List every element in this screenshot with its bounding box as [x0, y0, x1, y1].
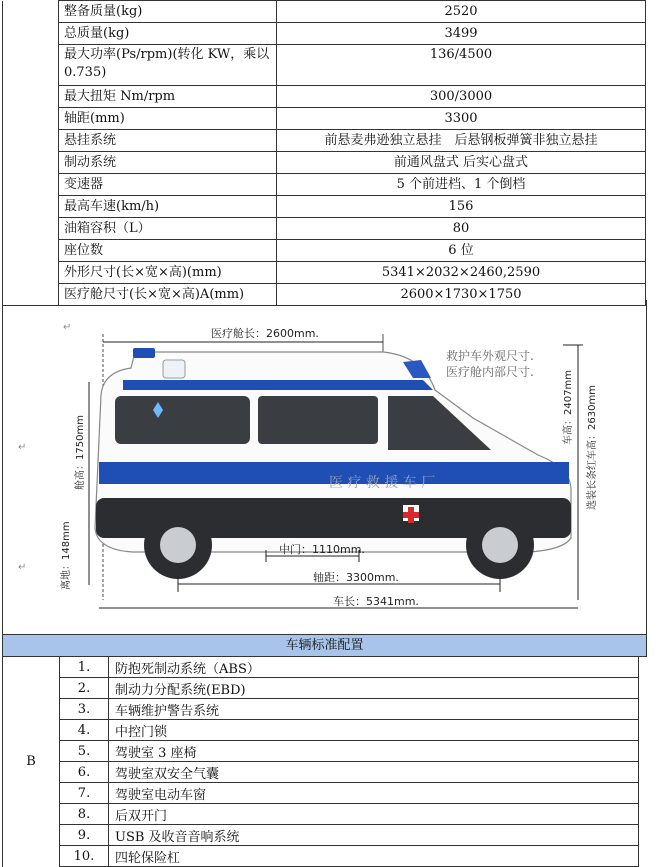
- side-door-label: 中门：1110mm.: [279, 543, 365, 556]
- option-number: 6.: [60, 762, 109, 783]
- table-row: [3, 1, 646, 23]
- spec-value: 5341×2032×2460,2590: [277, 262, 646, 284]
- table-row: [3, 130, 646, 152]
- option-text: 四轮保险杠: [109, 846, 639, 867]
- vehicle-side-text: 医 疗 救 援 车 厂: [329, 475, 436, 491]
- option-text: 驾驶室 3 座椅: [109, 741, 639, 762]
- option-number: 1.: [60, 657, 109, 678]
- spec-value: 3499: [277, 23, 646, 45]
- option-number: 8.: [60, 804, 109, 825]
- table-row: [3, 196, 646, 218]
- spec-value: 前悬麦弗逊独立悬挂 后悬钢板弹簧非独立悬挂: [277, 130, 646, 152]
- spec-label: 最大功率(Ps/rpm)(转化 KW，乘以 0.735): [59, 45, 277, 86]
- table-row: [3, 825, 639, 846]
- table-row: [3, 240, 646, 262]
- table-row: [3, 657, 639, 678]
- option-number: 3.: [60, 699, 109, 720]
- spec-label: 总质量(kg): [59, 23, 277, 45]
- option-number: 9.: [60, 825, 109, 846]
- table-row: [3, 262, 646, 284]
- ground-clearance-label: 离地：148mm: [61, 521, 72, 590]
- dimension-note-1: 救护车外观尺寸.: [446, 349, 534, 363]
- vehicle-height-label: 车高：2407mm: [563, 370, 574, 445]
- return-mark: ↵: [18, 562, 27, 573]
- table-row: [3, 174, 646, 196]
- standard-config-table: [2, 656, 639, 867]
- table-row: [3, 741, 639, 762]
- vehicle-length-label: 车长：5341mm.: [333, 595, 419, 608]
- option-text: USB 及收音音响系统: [109, 825, 639, 846]
- wheelbase-label: 轴距：3300mm.: [313, 571, 399, 584]
- table-row: [3, 152, 646, 174]
- spec-value: 2520: [277, 1, 646, 23]
- spec-label: 变速器: [59, 174, 277, 196]
- cabin-length-label: 医疗舱长：2600mm.: [211, 327, 319, 340]
- cabin-height-label: 舱高：1750mm: [75, 415, 86, 490]
- table-row: [3, 45, 646, 86]
- table-row: [3, 23, 646, 45]
- section-a-cell: [3, 1, 59, 306]
- table-row: [3, 699, 639, 720]
- spec-value: 2600×1730×1750: [277, 284, 646, 306]
- option-number: 4.: [60, 720, 109, 741]
- light-height-label: 选装长条红车高：2630mm: [587, 385, 598, 510]
- spec-label: 最大扭矩 Nm/rpm: [59, 86, 277, 108]
- option-text: 驾驶室双安全气囊: [109, 762, 639, 783]
- standard-config-heading: 车辆标准配置: [2, 634, 647, 657]
- option-text: 后双开门: [109, 804, 639, 825]
- spec-value: 300/3000: [277, 86, 646, 108]
- option-text: 防抱死制动系统（ABS）: [109, 657, 639, 678]
- spec-label: 油箱容积（L）: [59, 218, 277, 240]
- spec-label: 座位数: [59, 240, 277, 262]
- table-row: [3, 86, 646, 108]
- spec-label: 外形尺寸(长×宽×高)(mm): [59, 262, 277, 284]
- table-row: [3, 804, 639, 825]
- section-letter: B: [3, 657, 60, 867]
- spec-value: 前通风盘式 后实心盘式: [277, 152, 646, 174]
- option-number: 7.: [60, 783, 109, 804]
- option-text: 制动力分配系统(EBD): [109, 678, 639, 699]
- option-text: 车辆维护警告系统: [109, 699, 639, 720]
- spec-value: 6 位: [277, 240, 646, 262]
- dimension-note-2: 医疗舱内部尺寸.: [446, 365, 534, 379]
- spec-label: 轴距(mm): [59, 108, 277, 130]
- spec-label: 医疗舱尺寸(长×宽×高)A(mm): [59, 284, 277, 306]
- table-row: [3, 218, 646, 240]
- option-text: 驾驶室电动车窗: [109, 783, 639, 804]
- option-number: 10.: [60, 846, 109, 867]
- spec-value: 3300: [277, 108, 646, 130]
- ambulance-dimension-figure: [2, 300, 647, 634]
- spec-label: 整备质量(kg): [59, 1, 277, 23]
- table-row: [3, 720, 639, 741]
- spec-label: 悬挂系统: [59, 130, 277, 152]
- spec-value: 80: [277, 218, 646, 240]
- table-row: [3, 108, 646, 130]
- spec-label: 制动系统: [59, 152, 277, 174]
- option-number: 5.: [60, 741, 109, 762]
- table-row: [3, 783, 639, 804]
- table-row: [3, 846, 639, 867]
- spec-value: 136/4500: [277, 45, 646, 86]
- ambulance-diagram: [3, 300, 646, 634]
- return-mark: ↵: [18, 442, 27, 453]
- return-mark: ↵: [63, 322, 72, 333]
- table-row: [3, 678, 639, 699]
- spec-label: 最高车速(km/h): [59, 196, 277, 218]
- spec-value: 156: [277, 196, 646, 218]
- spec-table: [2, 0, 646, 306]
- spec-value: 5 个前进档、1 个倒档: [277, 174, 646, 196]
- option-text: 中控门锁: [109, 720, 639, 741]
- option-number: 2.: [60, 678, 109, 699]
- table-row: [3, 762, 639, 783]
